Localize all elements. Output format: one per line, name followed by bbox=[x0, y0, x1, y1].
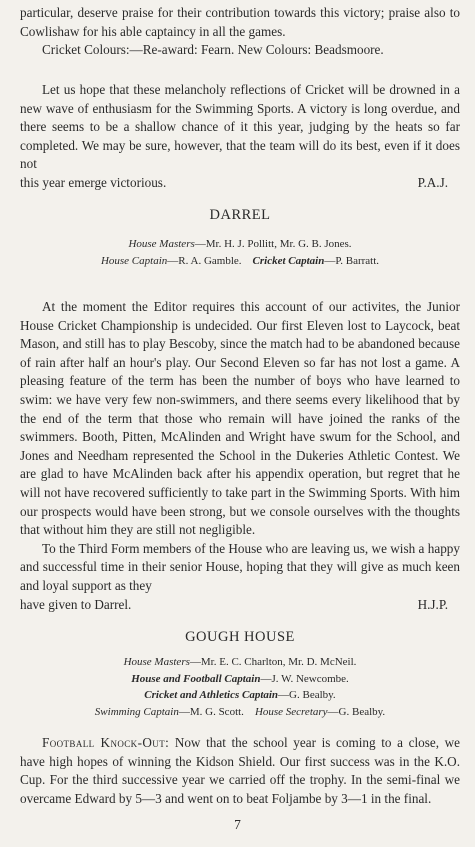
darrel-captain-label: House Captain bbox=[100, 254, 168, 267]
gough-football-text: Now that the school year is coming to a close, we have high hopes of winning the Kidson Shield. Our first success was in the K.O. Cup. For the third successive year we carried off the trophy. In the semi-final we overcame Edward by 5—3 and went on to beat Foljambe by 3—1 in the final. bbox=[20, 735, 461, 806]
intro-lines: particular, deserve praise for their contribution towards this victory; praise also to Cowlishaw for his able captaincy in all the games. bbox=[20, 5, 460, 39]
gough-football-para bbox=[20, 734, 460, 808]
gough-secretary: —G. Bealby. bbox=[327, 705, 386, 718]
page-number: 7 bbox=[234, 817, 241, 832]
darrel-captain: —R. A. Gamble. bbox=[167, 254, 242, 267]
darrel-cricket-label: Cricket Captain bbox=[252, 254, 325, 267]
gough-captain: —J. W. Newcombe. bbox=[260, 672, 349, 685]
darrel-body bbox=[20, 298, 460, 614]
gough-swim: —M. G. Scott. bbox=[178, 705, 244, 718]
darrel-section bbox=[20, 206, 460, 269]
gough-cricket: —G. Bealby. bbox=[278, 689, 336, 701]
darrel-masters: —Mr. H. J. Pollitt, Mr. G. B. Jones. bbox=[194, 238, 352, 250]
gough-captain-label: House and Football Captain bbox=[131, 672, 261, 685]
darrel-heading: DARREL bbox=[209, 207, 271, 223]
darrel-para2-last: have given to Darrel. bbox=[20, 596, 132, 612]
darrel-cricket: —P. Barratt. bbox=[324, 254, 380, 267]
intro-paragraph bbox=[20, 81, 460, 193]
darrel-para1: At the moment the Editor requires this account of our activites, the Junior House Cricket Championship is undecided. Our first Eleven lost to Laycock, beat Mason, and still has to play Bescoby, since the match had to be abandoned because of rain after half an hour's play. Our Second Eleven so far has not lost a game. A pleasing feature of the term has been the number of boys who have learned to swim: we have very few non-swimmers, and there seems every likelihood that by the end of the term that those who remain will have joined the ranks of the swimmers. Booth, Pitten, McAlinden and Wright have swum for the School, and Jones and Needham represented the School in the Dukeries Athletic Contest. We are glad to have McAlinden back after his appendix operation, but regret that he will not have recovered sufficiently to take part in the Swimming Sports. With him our prospects would have been strong, but we console ourselves with the thoughts that without him they are still not negligible. bbox=[20, 299, 460, 538]
gough-masters-label: House Masters bbox=[123, 656, 190, 668]
darrel-signature: H.J.P. bbox=[417, 596, 448, 612]
darrel-para2: To the Third Form members of the House who are leaving us, we wish a happy and successful time in their senior House, hoping that they will give as much keen and loyal support as they bbox=[20, 540, 460, 593]
gough-roles bbox=[20, 654, 460, 720]
gough-body bbox=[20, 734, 460, 808]
cricket-colours: Cricket Colours:—Re-award: Fearn. New Colours: Beadsmoore. bbox=[42, 42, 384, 58]
intro-signature: P.A.J. bbox=[417, 174, 448, 190]
gough-swim-label: Swimming Captain bbox=[94, 705, 179, 718]
gough-football-label: Football Knock-Out: bbox=[42, 735, 170, 750]
intro-section bbox=[20, 4, 460, 60]
intro-para: Let us hope that these melancholy reflections of Cricket will be drowned in a new wave of enthusiasm for the Swimming Sports. A victory is long overdue, and there seems to be a shallow chance of it this year, judging by the heats so far completed. We may be sure, however, that the team will do its best, even if it does not bbox=[20, 82, 460, 172]
gough-secretary-label: House Secretary bbox=[254, 705, 328, 718]
gough-section bbox=[20, 628, 460, 720]
darrel-masters-label: House Masters bbox=[128, 238, 195, 250]
gough-cricket-label: Cricket and Athletics Captain bbox=[144, 689, 279, 701]
intro-para-last: this year emerge victorious. bbox=[20, 174, 167, 190]
gough-heading: GOUGH HOUSE bbox=[185, 629, 295, 645]
darrel-roles bbox=[20, 236, 460, 269]
gough-masters: —Mr. E. C. Charlton, Mr. D. McNeil. bbox=[189, 656, 357, 668]
